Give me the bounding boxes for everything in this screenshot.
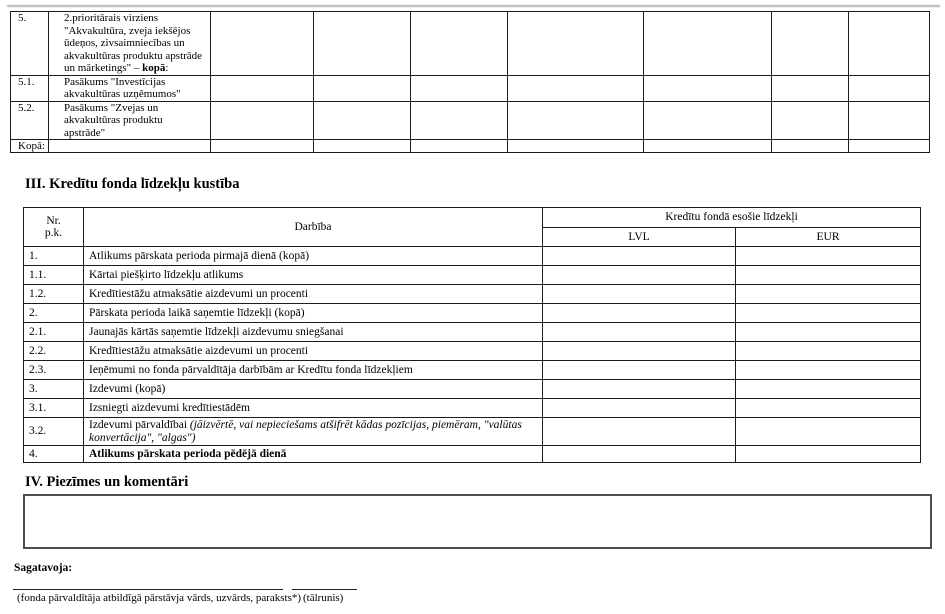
table-row-5-2 <box>11 101 930 140</box>
empty-value-cell <box>508 12 644 76</box>
phone-line <box>292 589 357 590</box>
empty-value-cell <box>772 12 849 76</box>
eur-value-cell <box>736 361 921 380</box>
table-row <box>24 342 921 361</box>
description-line: akvakultūras produktu apstrāde" <box>64 114 163 139</box>
lvl-value-cell <box>543 361 736 380</box>
empty-value-cell <box>849 101 930 140</box>
page-top-scan-artifact <box>7 5 940 7</box>
row-description <box>49 140 211 153</box>
comments-box <box>23 494 932 549</box>
credit-fund-movement-table <box>23 207 921 463</box>
description-line: akvakultūras uzņēmumos" <box>64 88 181 100</box>
table-header-row <box>24 208 921 228</box>
empty-value-cell <box>411 140 508 153</box>
table-row <box>24 266 921 285</box>
table-row <box>24 361 921 380</box>
row-action: Izdevumi (kopā) <box>84 380 543 399</box>
table-row-5 <box>11 12 930 76</box>
signature-caption: (fonda pārvaldītāja atbildīgā pārstāvja vārds, uzvārds, paraksts*) <box>17 592 302 604</box>
table-row <box>24 399 921 418</box>
lvl-value-cell <box>543 380 736 399</box>
table-row-5-1 <box>11 75 930 101</box>
lvl-value-cell <box>543 266 736 285</box>
empty-value-cell <box>644 140 772 153</box>
empty-value-cell <box>211 75 314 101</box>
empty-value-cell <box>849 12 930 76</box>
row-number: 5. <box>11 12 49 76</box>
row-number: Kopā: <box>11 140 49 153</box>
lvl-value-cell <box>543 285 736 304</box>
description-line: Pasākums "Zvejas un <box>64 101 159 114</box>
table-row <box>24 304 921 323</box>
row-action: Izdevumi pārvaldībai (jāizvērtē, vai nepieciešams atšifrēt kādas pozīcijas, piemēram, "valūtas konvertācija", "algas") <box>84 418 543 446</box>
row-number: 1. <box>24 247 84 266</box>
row-action: Kredītiestāžu atmaksātie aizdevumi un procenti <box>84 342 543 361</box>
eur-value-cell <box>736 247 921 266</box>
priority-axis-table <box>10 11 930 153</box>
description-line: ūdeņos, zivsaimniecības un <box>64 37 185 49</box>
table-row <box>24 247 921 266</box>
eur-value-cell <box>736 323 921 342</box>
empty-value-cell <box>314 75 411 101</box>
row-action: Izsniegti aizdevumi kredītiestādēm <box>84 399 543 418</box>
table-row <box>24 285 921 304</box>
empty-value-cell <box>508 140 644 153</box>
row-number: 1.2. <box>24 285 84 304</box>
lvl-value-cell <box>543 446 736 463</box>
empty-value-cell <box>508 101 644 140</box>
table-row <box>24 323 921 342</box>
row-action: Pārskata perioda laikā saņemtie līdzekļi (kopā) <box>84 304 543 323</box>
eur-value-cell <box>736 446 921 463</box>
section3-title: III. Kredītu fonda līdzekļu kustība <box>25 176 240 192</box>
row-number: 3. <box>24 380 84 399</box>
header-lvl: LVL <box>543 228 736 247</box>
eur-value-cell <box>736 304 921 323</box>
lvl-value-cell <box>543 342 736 361</box>
table-row <box>24 446 921 463</box>
eur-value-cell <box>736 266 921 285</box>
empty-value-cell <box>411 12 508 76</box>
empty-value-cell <box>772 140 849 153</box>
row-number: 2. <box>24 304 84 323</box>
eur-value-cell <box>736 380 921 399</box>
empty-value-cell <box>644 75 772 101</box>
empty-value-cell <box>211 101 314 140</box>
empty-value-cell <box>314 12 411 76</box>
row-action: Kārtai piešķirto līdzekļu atlikums <box>84 266 543 285</box>
empty-value-cell <box>508 75 644 101</box>
row-number: 2.1. <box>24 323 84 342</box>
header-eur: EUR <box>736 228 921 247</box>
empty-value-cell <box>644 12 772 76</box>
description-line: Pasākums "Investīcijas <box>64 75 166 88</box>
table-row-total <box>11 140 930 153</box>
empty-value-cell <box>772 75 849 101</box>
empty-value-cell <box>772 101 849 140</box>
header-action: Darbība <box>84 208 543 247</box>
row-number: 3.2. <box>24 418 84 446</box>
description-line: akvakultūras produktu apstrāde <box>64 49 203 62</box>
phone-caption: (tālrunis) <box>303 592 344 604</box>
empty-value-cell <box>644 101 772 140</box>
empty-value-cell <box>411 75 508 101</box>
empty-value-cell <box>849 140 930 153</box>
row-number: 5.1. <box>11 75 49 101</box>
lvl-value-cell <box>543 247 736 266</box>
row-number: 2.3. <box>24 361 84 380</box>
row-description <box>49 12 211 76</box>
row-number: 2.2. <box>24 342 84 361</box>
prepared-by-label: Sagatavoja: <box>14 562 73 574</box>
row-action: Atlikums pārskata perioda pirmajā dienā (kopā) <box>84 247 543 266</box>
row-action: Ieņēmumi no fonda pārvaldītāja darbībām ar Kredītu fonda līdzekļiem <box>84 361 543 380</box>
lvl-value-cell <box>543 418 736 446</box>
lvl-value-cell <box>543 304 736 323</box>
empty-value-cell <box>411 101 508 140</box>
section4-title: IV. Piezīmes un komentāri <box>25 474 189 490</box>
row-number: 4. <box>24 446 84 463</box>
row-number: 5.2. <box>11 101 49 140</box>
eur-value-cell <box>736 342 921 361</box>
row-action: Atlikums pārskata perioda pēdējā dienā <box>84 446 543 463</box>
row-description <box>49 75 211 101</box>
empty-value-cell <box>314 101 411 140</box>
row-action: Jaunajās kārtās saņemtie līdzekļi aizdevumu sniegšanai <box>84 323 543 342</box>
row-description <box>49 101 211 140</box>
lvl-value-cell <box>543 323 736 342</box>
header-nr: Nr. p.k. <box>24 208 84 247</box>
signature-line <box>13 589 283 590</box>
description-line: un mārketings" – kopā: <box>64 62 169 74</box>
table-row <box>24 380 921 399</box>
eur-value-cell <box>736 285 921 304</box>
header-funds-group: Kredītu fondā esošie līdzekļi <box>543 208 921 228</box>
empty-value-cell <box>211 12 314 76</box>
empty-value-cell <box>314 140 411 153</box>
eur-value-cell <box>736 399 921 418</box>
description-line: "Akvakultūra, zveja iekšējos <box>64 24 191 37</box>
eur-value-cell <box>736 418 921 446</box>
empty-value-cell <box>849 75 930 101</box>
empty-value-cell <box>211 140 314 153</box>
row-number: 1.1. <box>24 266 84 285</box>
description-line: 2.prioritārais virziens <box>64 12 159 24</box>
row-number: 3.1. <box>24 399 84 418</box>
row-action: Kredītiestāžu atmaksātie aizdevumi un procenti <box>84 285 543 304</box>
lvl-value-cell <box>543 399 736 418</box>
table-row <box>24 418 921 446</box>
